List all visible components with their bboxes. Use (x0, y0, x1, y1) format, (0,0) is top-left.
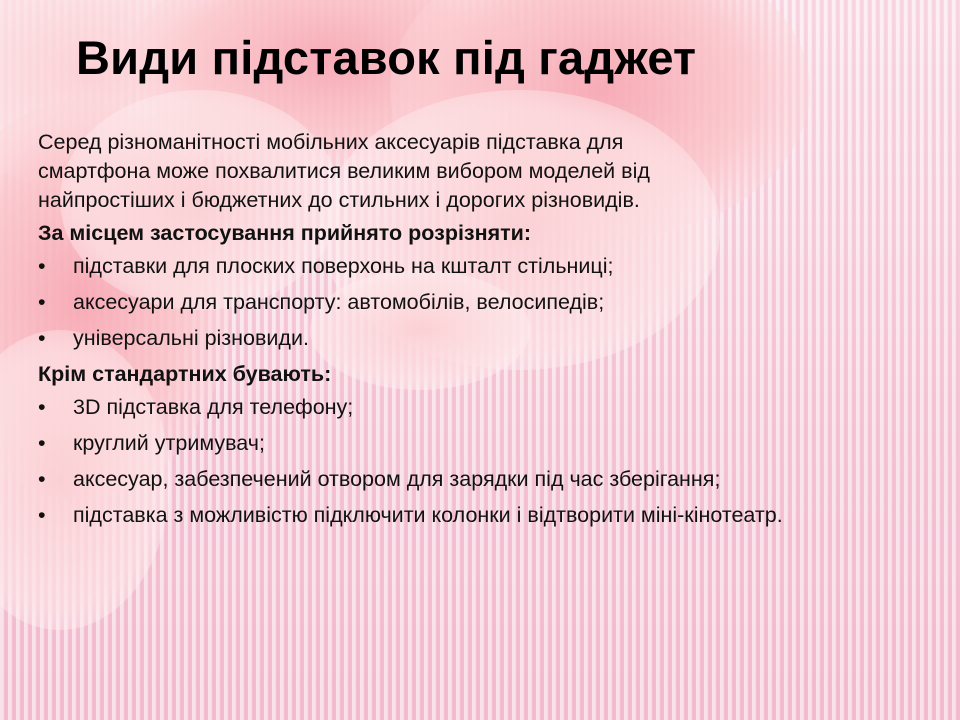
intro-line: смартфона може похвалитися великим вибором моделей від (38, 159, 650, 183)
intro-line: Серед різноманітності мобільних аксесуарів підставка для (38, 130, 624, 154)
bullet-icon: • (38, 326, 46, 350)
bullet-icon: • (38, 503, 46, 527)
list-item-text: підставка з можливістю підключити колонки і відтворити міні-кінотеатр. (73, 503, 783, 527)
list-item-text: універсальні різновиди. (73, 326, 309, 350)
list-item (38, 465, 908, 494)
list-item (38, 429, 908, 458)
bullet-icon: • (38, 395, 46, 419)
list-item (38, 324, 908, 353)
extra-list (38, 393, 908, 530)
list-item (38, 393, 908, 422)
bullet-icon: • (38, 254, 46, 278)
list-item-text: круглий утримувач; (73, 431, 265, 455)
list-item-text: аксесуар, забезпечений отвором для зарядки під час зберігання; (73, 467, 721, 491)
bullet-icon: • (38, 431, 46, 455)
list-item (38, 501, 908, 530)
slide-body (38, 128, 908, 537)
usage-list (38, 252, 908, 353)
section-heading-usage: За місцем застосування прийнято розрізняти: (38, 221, 532, 245)
list-item-text: підставки для плоских поверхонь на кшталт стільниці; (73, 254, 614, 278)
slide-title: Види підставок під гаджет (76, 31, 697, 84)
intro-line: найпростіших і бюджетних до стильних і дорогих різновидів. (38, 188, 640, 212)
intro-paragraph (38, 128, 908, 215)
list-item (38, 252, 908, 281)
list-item-text: 3D підставка для телефону; (73, 395, 354, 419)
list-item (38, 288, 908, 317)
bullet-icon: • (38, 467, 46, 491)
section-heading-extra: Крім стандартних бувають: (38, 362, 332, 386)
list-item-text: аксесуари для транспорту: автомобілів, велосипедів; (73, 290, 605, 314)
bullet-icon: • (38, 290, 46, 314)
